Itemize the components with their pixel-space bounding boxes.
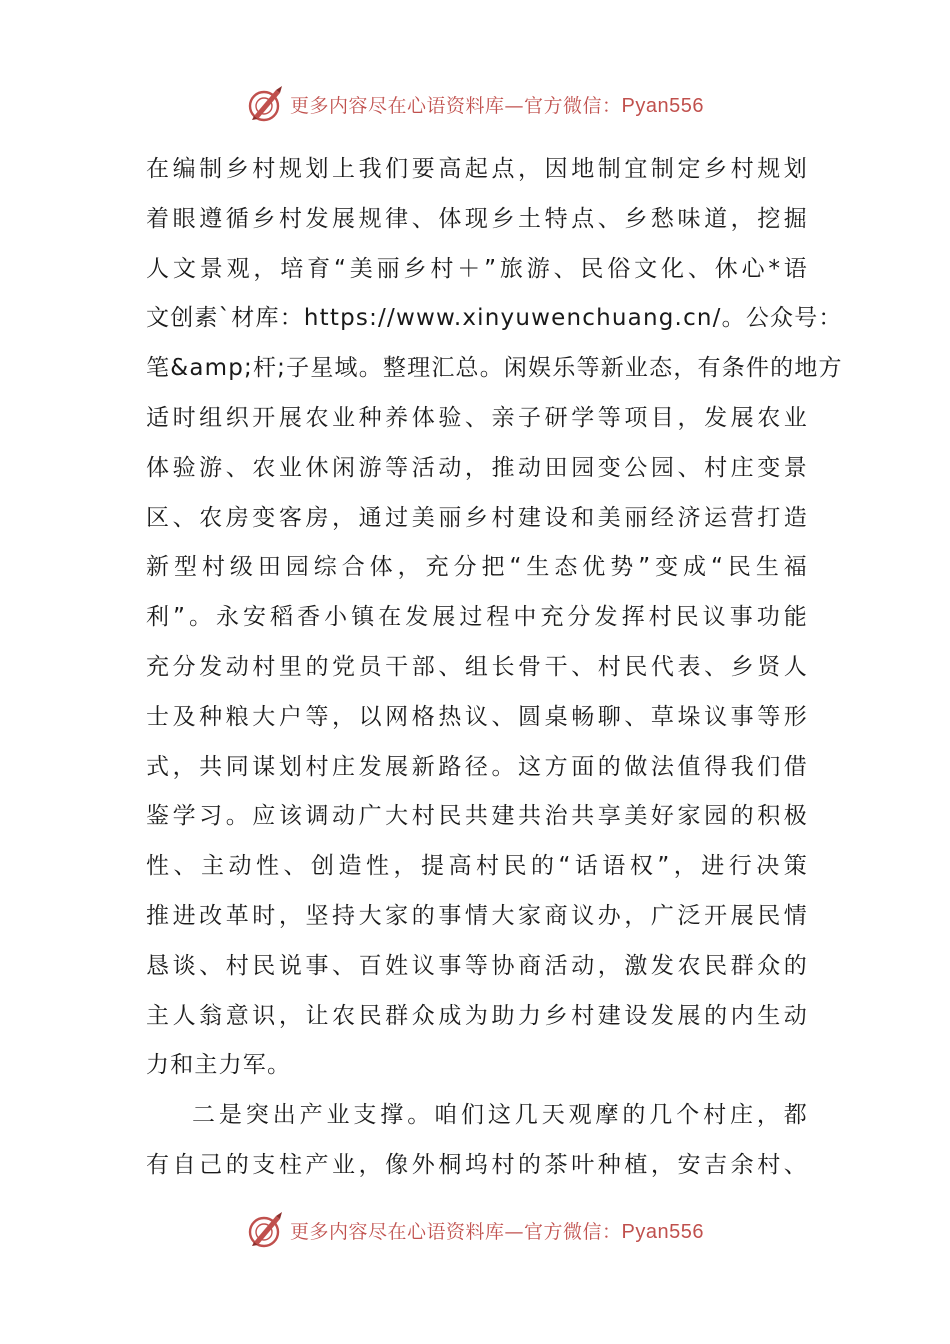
text-line: 区、农房变客房，通过美丽乡村建设和美丽经济运营打造 (146, 504, 808, 531)
text-line: 性、主动性、创造性，提高村民的“话语权”，进行决策 (146, 853, 808, 880)
text-line: 着眼遵循乡村发展规律、体现乡土特点、乡愁味道，挖掘 (146, 205, 808, 232)
footer-banner (0, 1208, 950, 1252)
text-line: 力和主力军。 (146, 1052, 292, 1079)
text-line: 鉴学习。应该调动广大村民共建共治共享美好家园的积极 (146, 803, 808, 830)
text-line: 士及种粮大户等，以网格热议、圆桌畅聊、草垛议事等形 (146, 703, 808, 730)
text-line: 适时组织开展农业种养体验、亲子研学等项目，发展农业 (146, 404, 808, 431)
header-banner-wechat-id: Pyan556 (621, 94, 704, 117)
header-banner-text (290, 91, 704, 118)
header-banner-cn: 更多内容尽在心语资料库—官方微信： (290, 94, 622, 117)
footer-banner-text (290, 1217, 704, 1244)
document-body (146, 145, 843, 1191)
paragraph-start-line: 二是突出产业支撑。咱们这几天观摩的几个村庄，都 (192, 1102, 808, 1129)
text-line: 恳谈、村民说事、百姓议事等协商活动，激发农民群众的 (146, 952, 808, 979)
text-line: 推进改革时，坚持大家的事情大家商议办，广泛开展民情 (146, 902, 808, 929)
text-line: 新型村级田园综合体，充分把“生态优势”变成“民生福 (146, 554, 808, 581)
footer-banner-wechat-id: Pyan556 (621, 1220, 704, 1243)
text-line: 充分发动村里的党员干部、组长骨干、村民代表、乡贤人 (146, 653, 808, 680)
pen-logo-icon (246, 84, 286, 124)
text-line: 主人翁意识，让农民群众成为助力乡村建设发展的内生动 (146, 1002, 808, 1029)
footer-banner-cn: 更多内容尽在心语资料库—官方微信： (290, 1220, 622, 1243)
text-line: 人文景观，培育“美丽乡村＋”旅游、民俗文化、休心*语 (146, 255, 808, 282)
text-line: 笔&amp;杆;子星域。整理汇总。闲娱乐等新业态，有条件的地方 (146, 355, 843, 382)
text-line: 式，共同谋划村庄发展新路径。这方面的做法值得我们借 (146, 753, 808, 780)
text-line: 利”。永安稻香小镇在发展过程中充分发挥村民议事功能 (146, 604, 808, 631)
text-line: 在编制乡村规划上我们要高起点，因地制宜制定乡村规划 (146, 156, 808, 182)
text-line: 文创素`材库：https://www.xinyuwenchuang.cn/。公众号： (146, 305, 843, 332)
text-line: 有自己的支柱产业，像外桐坞村的茶叶种植，安吉余村、 (146, 1151, 808, 1178)
text-line: 体验游、农业休闲游等活动，推动田园变公园、村庄变景 (146, 454, 808, 481)
pen-logo-icon (246, 1210, 286, 1250)
header-banner (0, 82, 950, 126)
